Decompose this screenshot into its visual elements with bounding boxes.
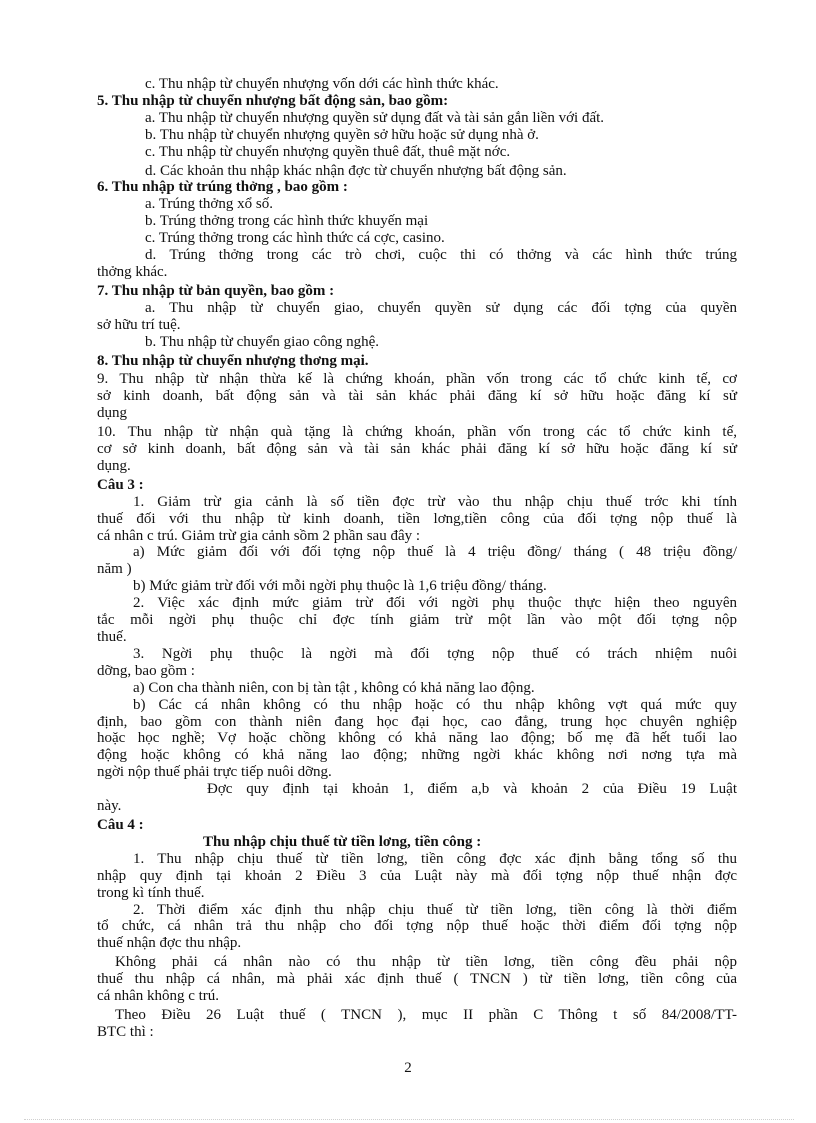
text-line: a) Con cha thành niên, con bị tàn tật , không có khả năng lao động.	[133, 679, 535, 696]
text-line: thuế thu nhập cá nhân, mà phải xác định thuế ( TNCN ) từ tiền lơng, tiền công của	[97, 971, 737, 988]
text-line: thuế.	[97, 629, 127, 645]
text-line: dỡng, bao gồm :	[97, 662, 195, 679]
text-line: cơ sở kinh doanh, bất động sản và tài sản khác phải đăng kí sở hữu hoặc đăng kí sử	[97, 441, 737, 458]
text-line: 7. Thu nhập từ bản quyền, bao gồm :	[97, 282, 335, 299]
text-line: c. Thu nhập từ chuyển nhượng vốn dới các hình thức khác.	[145, 76, 499, 92]
text-line: d. Các khoản thu nhập khác nhận đợc từ chuyển nhượng bất động sản.	[145, 162, 567, 179]
text-line: tổ chức, cá nhân trả thu nhập cho đối tợng nộp thuế hoặc thời điểm đối tợng nộp	[97, 918, 737, 935]
text-line: Câu 3 :	[97, 476, 144, 493]
text-line: b. Thu nhập từ chuyển nhượng quyền sở hữu hoặc sử dụng nhà ở.	[145, 126, 539, 143]
text-line: Thu nhập chịu thuế từ tiền lơng, tiền công :	[203, 833, 482, 850]
text-line: a. Thu nhập từ chuyển nhượng quyền sử dụng đất và tài sản gắn liền với đất.	[145, 109, 605, 126]
text-line: này.	[97, 798, 122, 815]
text-line: cá nhân c trú. Giảm trừ gia cảnh sồm 2 phần sau đây :	[97, 527, 421, 544]
text-line: tắc mỗi ngời phụ thuộc chỉ đợc tính giảm trừ một lần vào một đối tợng nộp	[97, 612, 737, 629]
text-line: Theo Điều 26 Luật thuế ( TNCN ), mục II phần C Thông t số 84/2008/TT-	[115, 1006, 737, 1023]
text-line: 3. Ngời phụ thuộc là ngời mà đối tợng nộp thuế có trách nhiệm nuôi	[133, 645, 737, 662]
text-line: 2. Việc xác định mức giảm trừ đối với ngời phụ thuộc thực hiện theo nguyên	[133, 595, 737, 612]
text-line: b. Trúng thởng trong các hình thức khuyến mại	[145, 213, 429, 230]
text-line: 1. Giảm trừ gia cảnh là số tiền đợc trừ vào thu nhập chịu thuế trớc khi tính	[133, 493, 737, 510]
text-line: 5. Thu nhập từ chuyển nhượng bất động sản, bao gồm:	[97, 92, 449, 109]
text-line: Đợc quy định tại khoản 1, điểm a,b và khoản 2 của Điều 19 Luật	[207, 781, 737, 798]
text-line: a) Mức giảm đối với đối tợng nộp thuế là 4 triệu đồng/ tháng ( 48 triệu đồng/	[133, 544, 737, 561]
text-line: Câu 4 :	[97, 816, 144, 833]
text-line: ngời nộp thuế phải trực tiếp nuôi dỡng.	[97, 764, 332, 781]
text-line: BTC thì :	[97, 1023, 154, 1040]
text-line: b. Thu nhập từ chuyển giao công nghệ.	[145, 333, 380, 350]
text-line: 1. Thu nhập chịu thuế từ tiền lơng, tiền công đợc xác định bằng tổng số thu	[133, 850, 737, 867]
text-line: c. Thu nhập từ chuyển nhượng quyền thuê đất, thuê mặt nớc.	[145, 143, 511, 160]
text-line: năm )	[97, 561, 132, 578]
text-line: 8. Thu nhập từ chuyển nhượng thơng mại.	[97, 352, 369, 369]
text-line: a. Thu nhập từ chuyển giao, chuyển quyền sử dụng các đối tợng của quyền	[145, 299, 737, 316]
text-line: d. Trúng thởng trong các trò chơi, cuộc thi có thởng và các hình thức trúng	[145, 247, 737, 264]
text-line: thuế nhận đợc thu nhập.	[97, 935, 242, 952]
text-line: b) Mức giảm trừ đối với mỗi ngời phụ thuộc là 1,6 triệu đồng/ tháng.	[133, 578, 547, 595]
text-line: thởng khác.	[97, 263, 168, 280]
text-line: b) Các cá nhân không có thu nhập hoặc có thu nhập không vợt quá mức quy	[133, 696, 737, 713]
text-line: nhập quy định tại khoản 2 Điều 3 của Luật này mà đối tợng nộp thuế nhận đợc	[97, 867, 737, 884]
document-body	[97, 76, 737, 1041]
text-line: định, bao gồm con thành niên đang học đại học, cao đẳng, trung học chuyên nghiệp	[97, 713, 737, 730]
text-line: 9. Thu nhập từ nhận thừa kế là chứng khoán, phần vốn trong các tổ chức kinh tế, cơ	[97, 371, 737, 388]
text-line: a. Trúng thởng xổ số.	[145, 196, 273, 213]
text-line: 6. Thu nhập từ trúng thởng , bao gồm :	[97, 179, 348, 196]
text-line: dụng.	[97, 457, 131, 474]
page-bottom-divider	[24, 1119, 794, 1120]
text-line: trong kì tính thuế.	[97, 884, 205, 901]
text-line: dụng	[97, 405, 127, 422]
text-line: 10. Thu nhập từ nhận quà tặng là chứng khoán, phần vốn trong các tổ chức kinh tế,	[97, 424, 737, 441]
text-line: hoặc học nghề; Vợ hoặc chồng không có khả năng lao động; bố mẹ đã hết tuổi lao	[97, 730, 737, 747]
text-line: động hoặc không có khả năng lao động; những ngời khác không nơi nơng tựa mà	[97, 747, 737, 764]
page-number: 2	[404, 1060, 412, 1076]
text-line: sở kinh doanh, bất động sản và tài sản khác phải đăng kí sở hữu hoặc đăng kí sử	[97, 388, 737, 405]
text-line: Không phải cá nhân nào có thu nhập từ tiền lơng, tiền công đều phải nộp	[115, 954, 737, 971]
text-line: 2. Thời điểm xác định thu nhập chịu thuế từ tiền lơng, tiền công là thời điểm	[133, 901, 737, 918]
text-line: sở hữu trí tuệ.	[97, 316, 181, 333]
text-line: c. Trúng thởng trong các hình thức cá cợc, casino.	[145, 230, 445, 247]
text-line: cá nhân không c trú.	[97, 988, 220, 1005]
text-line: thuế đối với thu nhập từ kinh doanh, tiền lơng,tiền công của đối tợng nộp thuế là	[97, 510, 737, 527]
